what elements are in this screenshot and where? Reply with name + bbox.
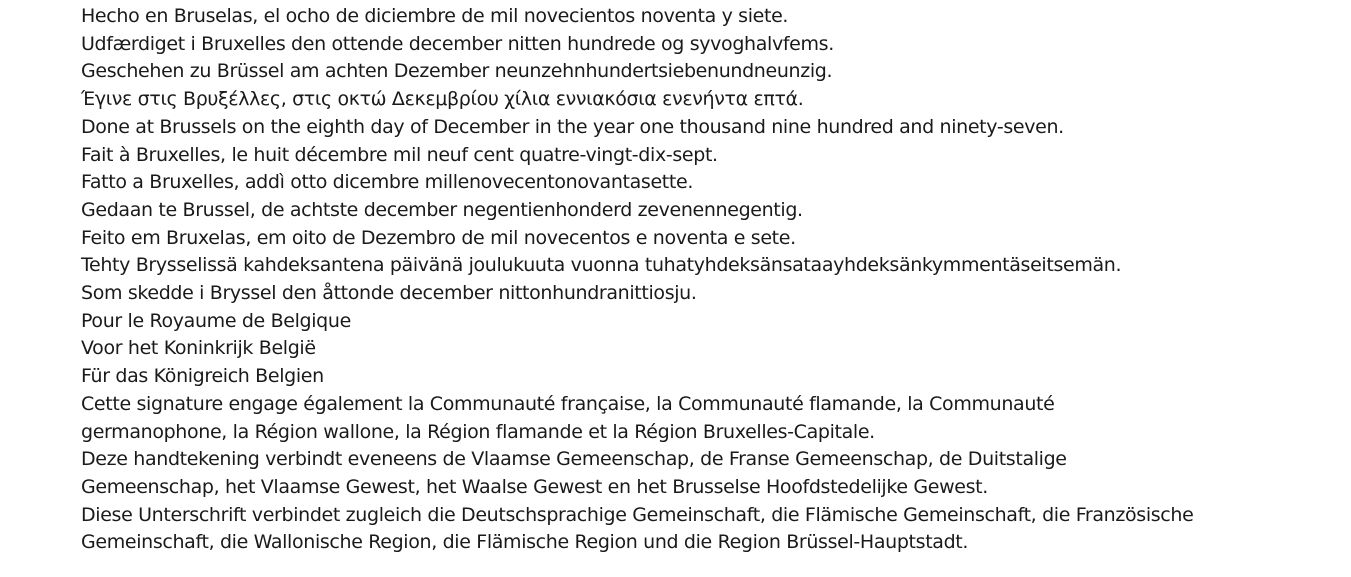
note-line-de-2: Gemeinschaft, die Wallonische Region, die Flämische Region und die Region Brüssel-Hauptstadt.: [81, 531, 969, 554]
date-line-es: Hecho en Bruselas, el ocho de diciembre de mil novecientos noventa y siete.: [81, 5, 789, 27]
date-line-fr: Fait à Bruxelles, le huit décembre mil neuf cent quatre-vingt-dix-sept.: [81, 143, 718, 166]
document-body: [81, 3, 1281, 557]
date-line-el: Έγινε στις Βρυξέλλες, στις οκτώ Δεκεμβρίου χίλια εννιακόσια ενενήντα επτά.: [81, 88, 804, 111]
signatory-line-de: Für das Königreich Belgien: [81, 365, 324, 388]
date-line-nl: Gedaan te Brussel, de achtste december negentienhonderd zevenennegentig.: [81, 198, 803, 221]
date-line-it: Fatto a Bruxelles, addì otto dicembre millenovecentonovantasette.: [81, 171, 694, 194]
date-line-da: Udfærdiget i Bruxelles den ottende december nitten hundrede og syvoghalvfems.: [81, 32, 834, 55]
date-line-sv: Som skedde i Bryssel den åttonde december nittonhundranittiosju.: [81, 282, 697, 305]
signatory-line-fr: Pour le Royaume de Belgique: [81, 309, 351, 332]
date-line-de: Geschehen zu Brüssel am achten Dezember neunzehnhundertsiebenundneunzig.: [81, 60, 833, 83]
note-line-de-1: Diese Unterschrift verbindet zugleich die Deutschsprachige Gemeinschaft, die Flämische Gemeinschaft, die Französische: [81, 503, 1194, 526]
note-line-fr-1: Cette signature engage également la Communauté française, la Communauté flamande, la Communauté: [81, 392, 1055, 415]
signatory-line-nl: Voor het Koninkrijk België: [81, 337, 316, 360]
note-line-fr-2: germanophone, la Région wallone, la Région flamande et la Région Bruxelles-Capitale.: [81, 420, 875, 443]
date-line-en: Done at Brussels on the eighth day of December in the year one thousand nine hundred and ninety-seven.: [81, 115, 1064, 138]
note-line-nl-2: Gemeenschap, het Vlaamse Gewest, het Waalse Gewest en het Brusselse Hoofdstedelijke Gewest.: [81, 475, 988, 498]
note-line-nl-1: Deze handtekening verbindt eveneens de Vlaamse Gemeenschap, de Franse Gemeenschap, de Duitstalige: [81, 448, 1067, 471]
date-line-fi: Tehty Brysselissä kahdeksantena päivänä joulukuuta vuonna tuhatyhdeksänsataayhdeksänkymmentäseitsemän.: [81, 254, 1122, 277]
date-line-pt: Feito em Bruxelas, em oito de Dezembro de mil novecentos e noventa e sete.: [81, 226, 796, 249]
